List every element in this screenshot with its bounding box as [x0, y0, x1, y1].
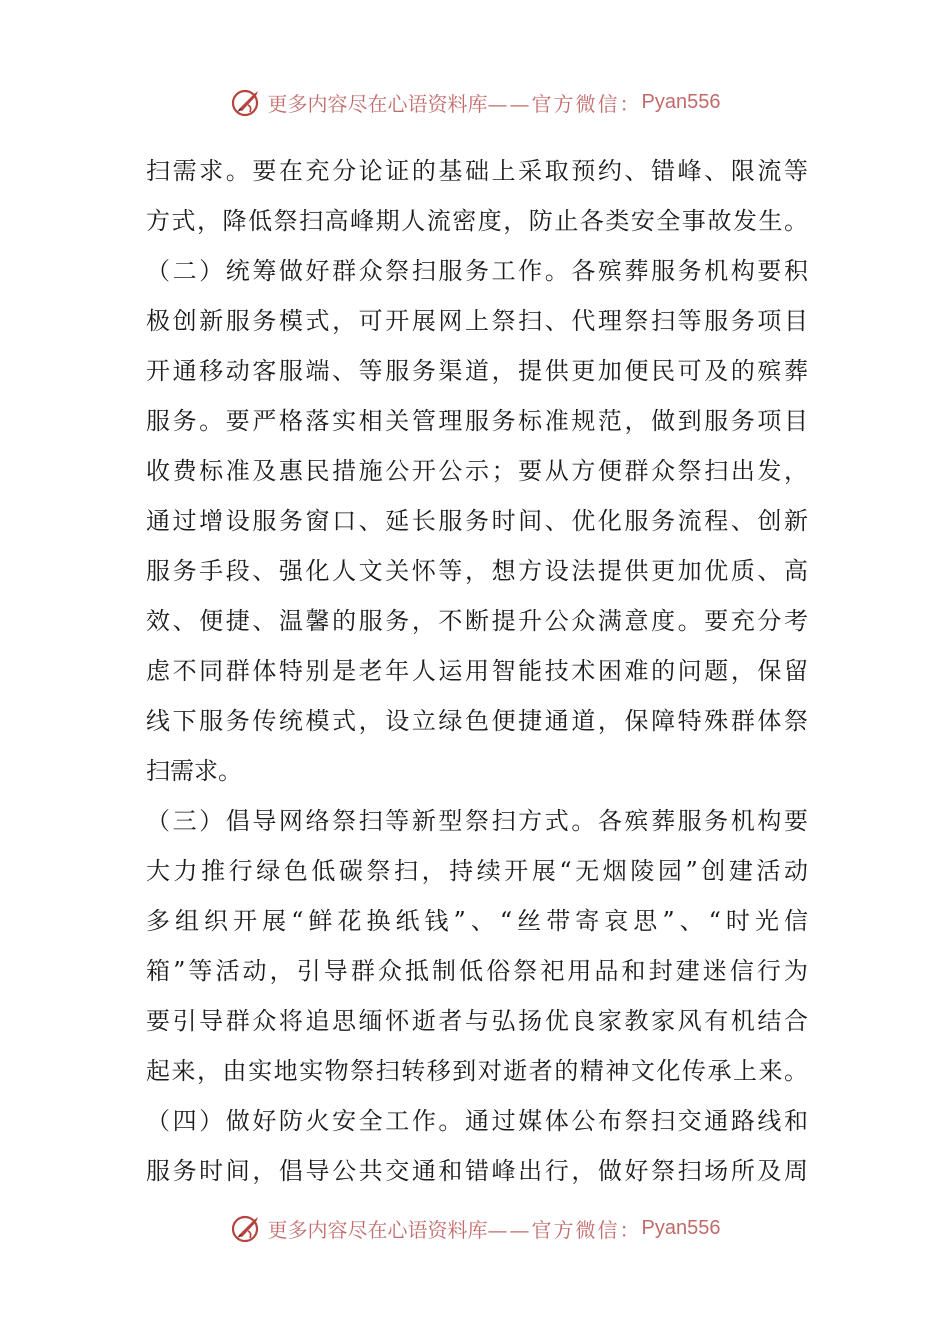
body-line: 服务手段、强化人文关怀等，想方设法提供更加优质、高: [146, 557, 808, 585]
body-line: 开通移动客服端、等服务渠道，提供更加便民可及的殡葬: [146, 357, 808, 385]
body-line: （二）统筹做好群众祭扫服务工作。各殡葬服务机构要积: [146, 257, 808, 285]
body-line: 效、便捷、温馨的服务，不断提升公众满意度。要充分考: [146, 607, 808, 635]
header-subtitle: ——官方微信：: [487, 91, 642, 116]
pen-logo-icon: [230, 85, 264, 119]
body-line: 通过增设服务窗口、延长服务时间、优化服务流程、创新: [146, 507, 808, 535]
footer-wechat-id: Pyan556: [641, 1216, 721, 1239]
body-line: 大力推行绿色低碳祭扫，持续开展“无烟陵园”创建活动: [146, 857, 808, 885]
body-line: 服务。要严格落实相关管理服务标准规范，做到服务项目: [146, 407, 808, 435]
body-line: 要引导群众将追思缅怀逝者与弘扬优良家教家风有机结合: [146, 1007, 808, 1035]
footer-title: 更多内容尽在心语资料库: [267, 1217, 488, 1242]
body-line: 方式，降低祭扫高峰期人流密度，防止各类安全事故发生。: [146, 207, 808, 235]
body-line: （四）做好防火安全工作。通过媒体公布祭扫交通路线和: [146, 1107, 808, 1135]
header-banner: [0, 82, 950, 122]
body-line: 收费标准及惠民措施公开公示；要从方便群众祭扫出发，: [146, 457, 808, 485]
header-title: 更多内容尽在心语资料库: [267, 91, 488, 116]
body-line: 扫需求。要在充分论证的基础上采取预约、错峰、限流等: [146, 157, 808, 185]
document-body: [146, 146, 808, 1196]
body-line: 线下服务传统模式，设立绿色便捷通道，保障特殊群体祭: [146, 707, 808, 735]
footer-subtitle: ——官方微信：: [487, 1217, 642, 1242]
pen-logo-icon: [230, 1211, 264, 1245]
footer-banner: [0, 1208, 950, 1248]
body-line: 起来，由实地实物祭扫转移到对逝者的精神文化传承上来。: [146, 1057, 808, 1085]
header-wechat-id: Pyan556: [641, 90, 721, 113]
body-line: 服务时间，倡导公共交通和错峰出行，做好祭扫场所及周: [146, 1157, 808, 1185]
body-line: 极创新服务模式，可开展网上祭扫、代理祭扫等服务项目: [146, 307, 808, 335]
body-line: 箱”等活动，引导群众抵制低俗祭祀用品和封建迷信行为: [146, 957, 808, 985]
body-line: 多组织开展“鲜花换纸钱”、“丝带寄哀思”、“时光信: [146, 907, 808, 935]
body-line: 扫需求。: [146, 757, 242, 785]
body-line: 虑不同群体特别是老年人运用智能技术困难的问题，保留: [146, 657, 808, 685]
body-line: （三）倡导网络祭扫等新型祭扫方式。各殡葬服务机构要: [146, 807, 808, 835]
